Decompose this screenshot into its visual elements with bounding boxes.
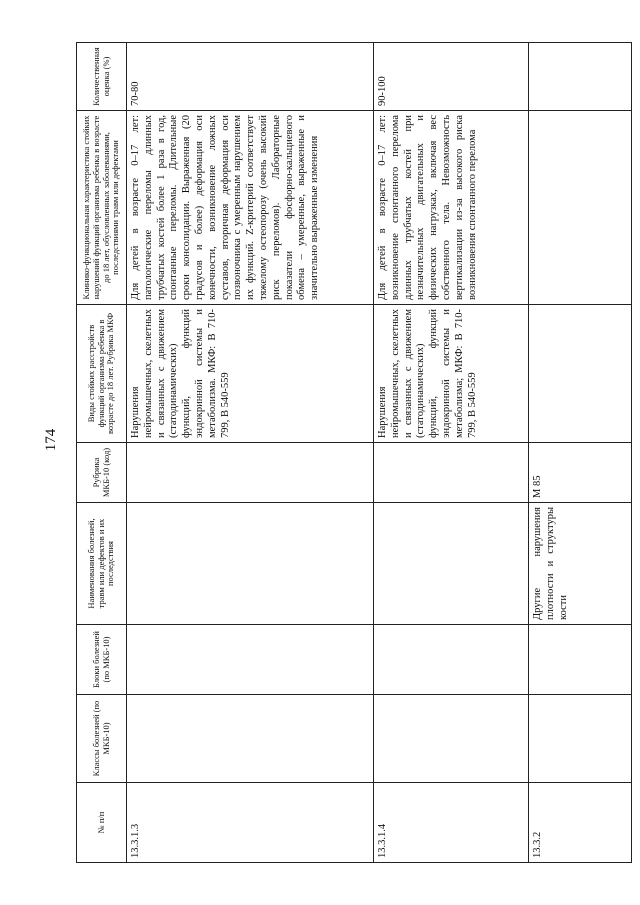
- cell-kinds: Нарушения нейромышечных, скелетных и связанных с движением (статодинамических) функций, функций эндокринной системы и метаболизма. МКФ: В 710-799, В 540-559: [127, 305, 374, 443]
- cell-block: [374, 625, 529, 695]
- cell-kinds: Нарушения нейромышечных, скелетных и связанных с движением (статодинамических) функций, функций эндокринной системы и метаболизма; МКФ: В 710-799, В 540-559: [374, 305, 529, 443]
- header-code: Рубрика МКБ-10 (код): [77, 443, 127, 503]
- cell-num: 13.3.2: [529, 783, 632, 863]
- table-row: [529, 43, 632, 863]
- header-name: Наименования болезней, травм или дефектов и их последствия: [77, 503, 127, 625]
- cell-code: [127, 443, 374, 503]
- header-num: № п/п: [77, 783, 127, 863]
- cell-clinical: Для детей в возрасте 0–17 лет: патологические переломы длинных трубчатых костей более 1 раза в год, спонтанные переломы. Длительные сроки консолидации. Выраженная (20 градусов и более) деформация оси конечности, возникновение ложных суставов, вторичная деформация оси позвоночника с умеренным нарушением их функций. Z-критерий соответствует тяжелому остеопорозу (очень высокий риск переломов). Лабораторные показатели фосфорно-кальциевого обмена – умеренные, выраженные и значительно выраженные изменения: [127, 111, 374, 305]
- cell-kinds: [529, 305, 632, 443]
- cell-name: [127, 503, 374, 625]
- cell-class: [374, 695, 529, 783]
- header-clinical: Клинико-функциональная характеристика стойких нарушений функций организма ребенка в возрасте до 18 лет, обусловленных заболеваниями, последствиями травм или дефектами: [77, 111, 127, 305]
- cell-name: [374, 503, 529, 625]
- cell-percent: 90-100: [374, 43, 529, 111]
- header-kinds: Виды стойких расстройств функций организма ребенка в возрасте до 18 лет. Рубрика МКФ: [77, 305, 127, 443]
- cell-code: [374, 443, 529, 503]
- cell-block: [529, 625, 632, 695]
- table-row: [127, 43, 374, 863]
- table-row: [374, 43, 529, 863]
- cell-percent: 70-80: [127, 43, 374, 111]
- cell-num: 13.3.1.4: [374, 783, 529, 863]
- cell-clinical: [529, 111, 632, 305]
- cell-code: М 85: [529, 443, 632, 503]
- cell-block: [127, 625, 374, 695]
- rotated-table-container: [76, 43, 631, 863]
- cell-clinical: Для детей в возрасте 0–17 лет: возникновение спонтанного перелома длинных трубчатых костей при незначительных двигательных и физических нагрузках, включая вес собственного тела. Невозможность вертикализации из-за высокого риска возникновения спонтанного перелома: [374, 111, 529, 305]
- cell-class: [529, 695, 632, 783]
- page-number: 174: [43, 428, 59, 452]
- header-percent: Количественная оценка (%): [77, 43, 127, 111]
- header-row: [77, 43, 127, 863]
- cell-class: [127, 695, 374, 783]
- header-class: Классы болезней (по МКБ-10): [77, 695, 127, 783]
- cell-percent: [529, 43, 632, 111]
- disability-criteria-table: [76, 42, 632, 863]
- header-block: Блоки болезней (по МКБ-10): [77, 625, 127, 695]
- cell-num: 13.3.1.3: [127, 783, 374, 863]
- cell-name: Другие нарушения плотности и структуры кости: [529, 503, 632, 625]
